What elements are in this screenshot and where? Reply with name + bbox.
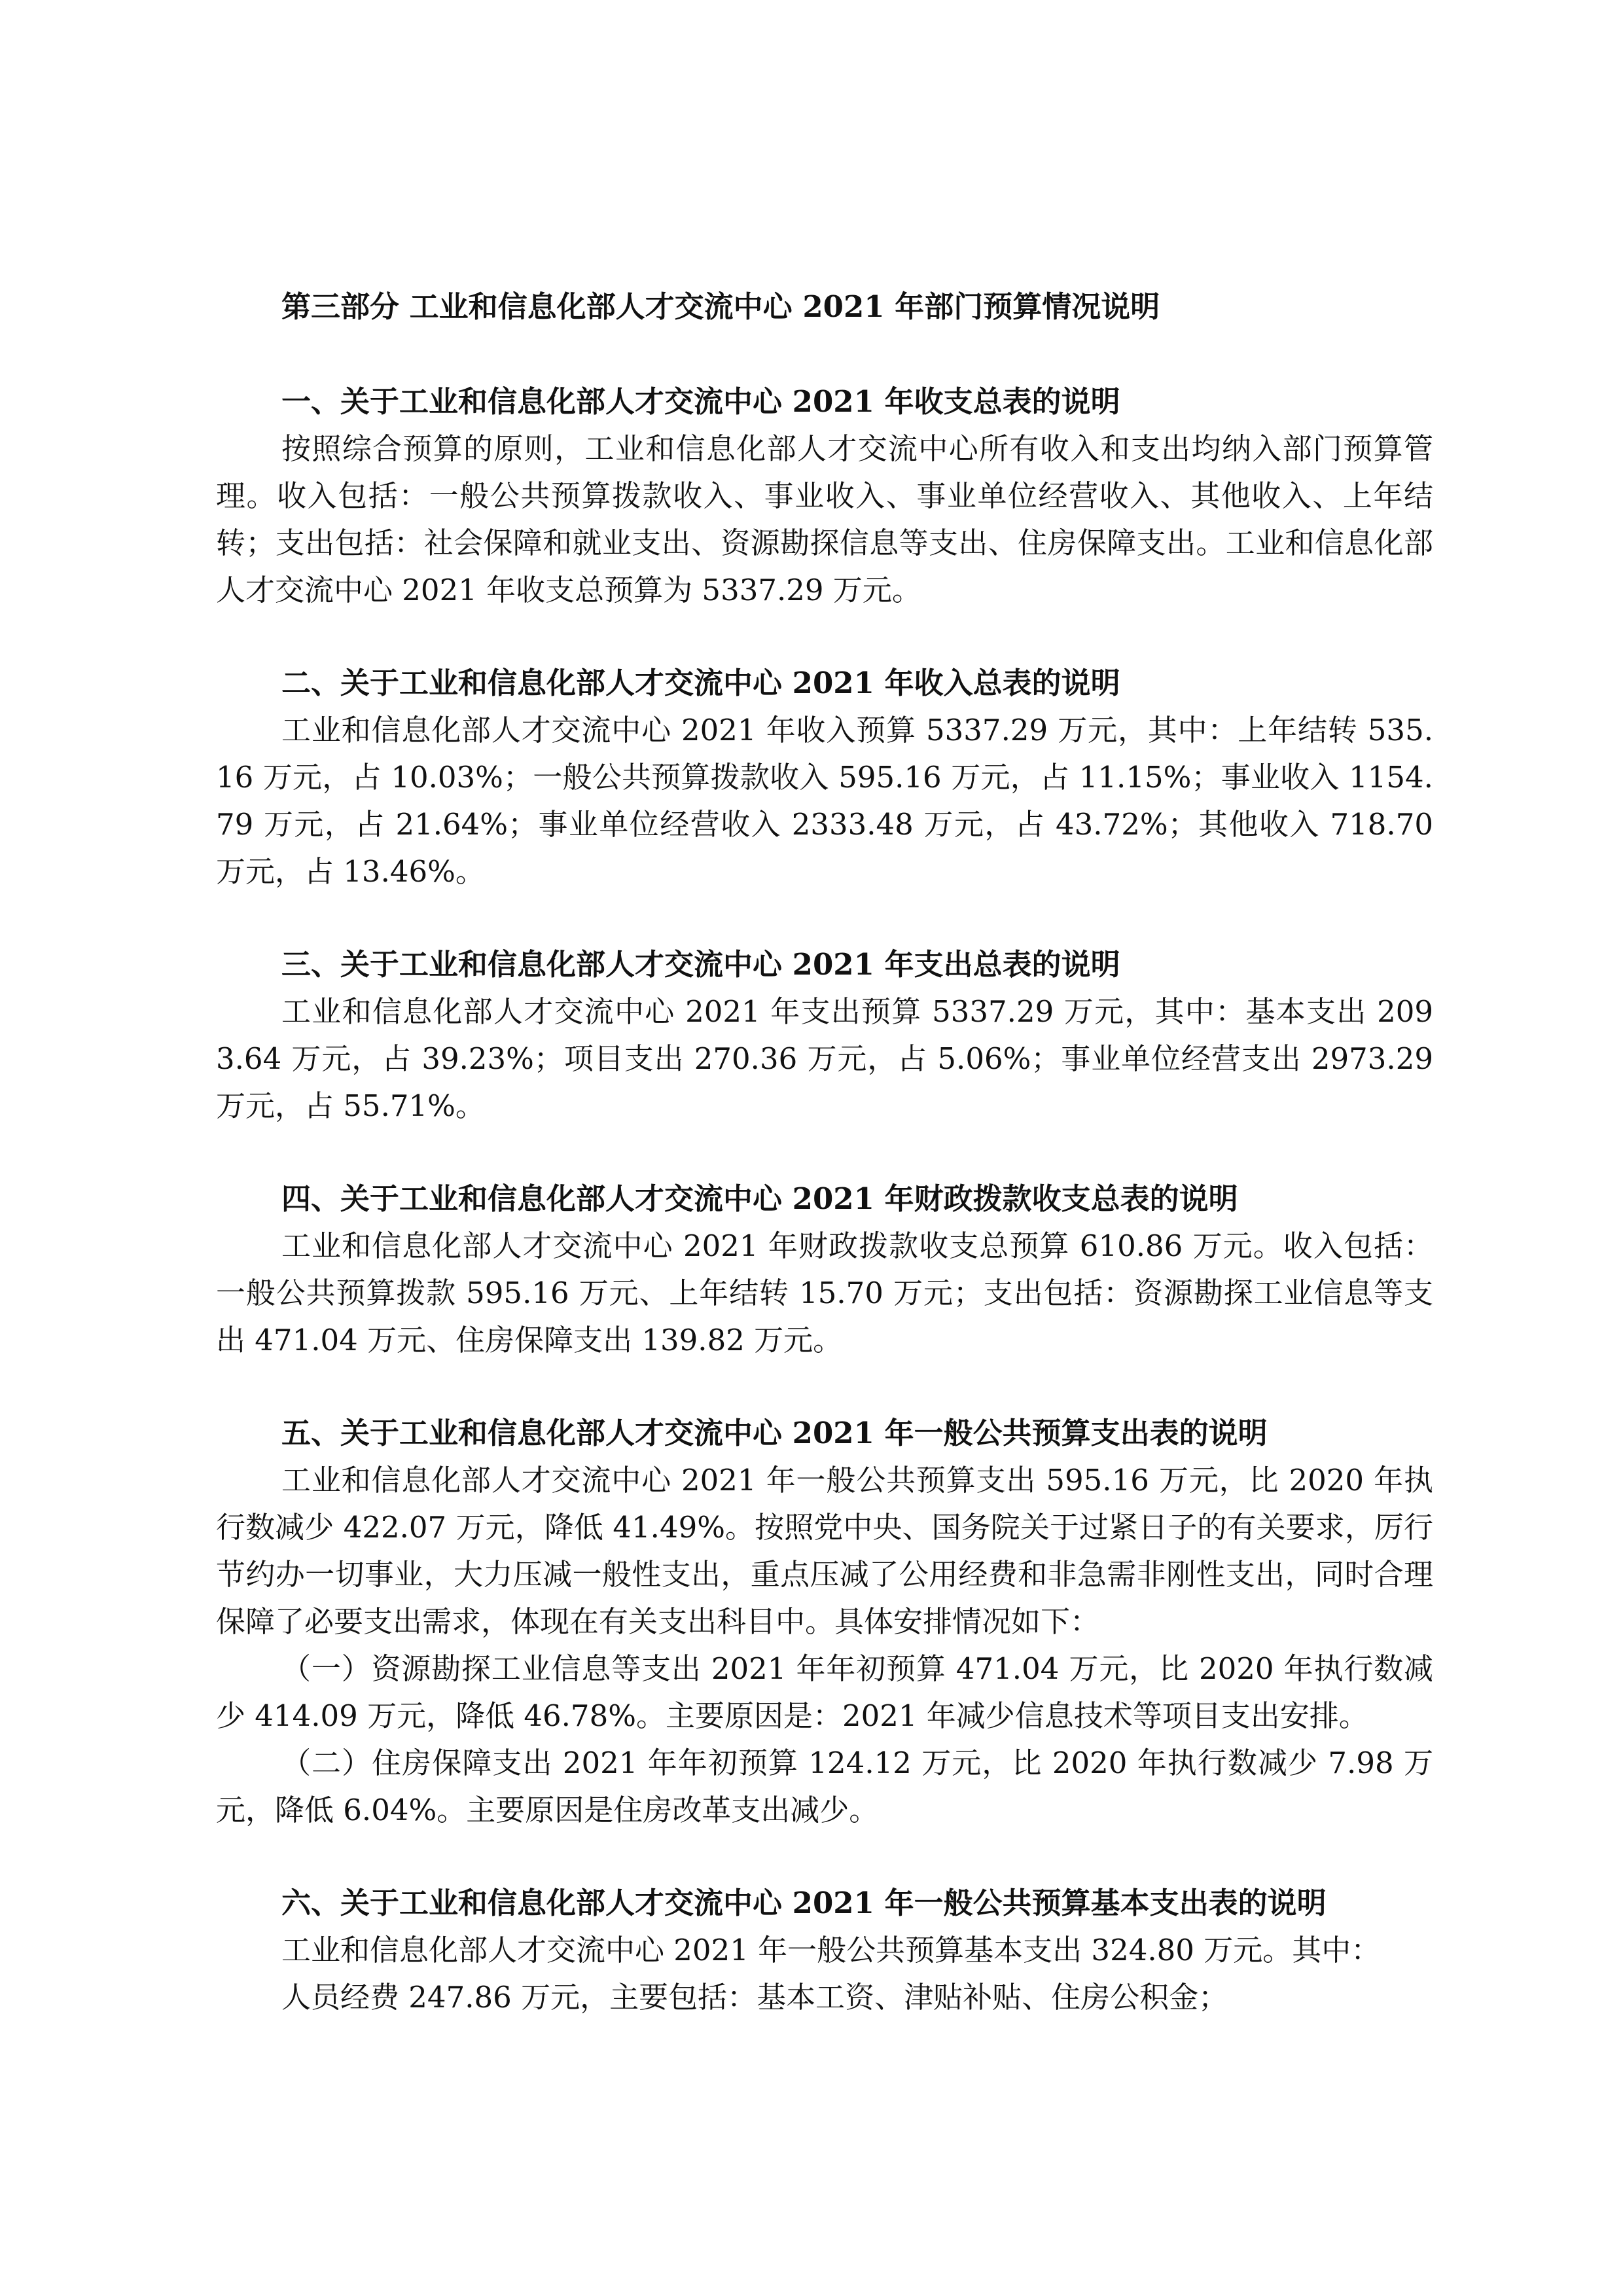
paragraph: （一）资源勘探工业信息等支出 2021 年年初预算 471.04 万元，比 2020 年执行数减少 414.09 万元，降低 46.78%。主要原因是：2021 年减少信息技术等项目支出安排。 [216,1651,1433,1733]
paragraph: 工业和信息化部人才交流中心 2021 年一般公共预算支出 595.16 万元，比 2020 年执行数减少 422.07 万元，降低 41.49%。按照党中央、国务院关于过紧日子的有关要求，厉行节约办一切事业，大力压减一般性支出，重点压减了公用经费和非急需非刚性支出，同时合理保障了必要支出需求，体现在有关支出科目中。具体安排情况如下： [216,1463,1433,1639]
section-heading: 三、关于工业和信息化部人才交流中心 2021 年支出总表的说明 [281,947,1120,982]
section-heading: 一、关于工业和信息化部人才交流中心 2021 年收支总表的说明 [281,384,1120,419]
section-heading: 四、关于工业和信息化部人才交流中心 2021 年财政拨款收支总表的说明 [281,1181,1238,1216]
section-heading: 五、关于工业和信息化部人才交流中心 2021 年一般公共预算支出表的说明 [281,1416,1268,1450]
section-4 [216,1175,1433,1364]
paragraph: （二）住房保障支出 2021 年年初预算 124.12 万元，比 2020 年执行数减少 7.98 万元，降低 6.04%。主要原因是住房改革支出减少。 [216,1746,1433,1827]
paragraph: 工业和信息化部人才交流中心 2021 年一般公共预算基本支出 324.80 万元。其中： [281,1933,1381,1967]
paragraph: 人员经费 247.86 万元，主要包括：基本工资、津贴补贴、住房公积金； [281,1980,1228,2015]
section-6 [216,1880,1433,2021]
section-1 [216,378,1433,614]
paragraph: 按照综合预算的原则，工业和信息化部人才交流中心所有收入和支出均纳入部门预算管理。收入包括：一般公共预算拨款收入、事业收入、事业单位经营收入、其他收入、上年结转；支出包括：社会保障和就业支出、资源勘探信息等支出、住房保障支出。工业和信息化部人才交流中心 2021 年收支总预算为 5337.29 万元。 [216,431,1433,607]
section-2 [216,660,1433,895]
section-heading: 六、关于工业和信息化部人才交流中心 2021 年一般公共预算基本支出表的说明 [281,1886,1327,1920]
part-title: 第三部分 工业和信息化部人才交流中心 2021 年部门预算情况说明 [281,289,1160,324]
section-3 [216,941,1433,1130]
paragraph: 工业和信息化部人才交流中心 2021 年收入预算 5337.29 万元，其中：上年结转 535.16 万元，占 10.03%；一般公共预算拨款收入 595.16 万元，占 11.15%；事业收入 1154.79 万元，占 21.64%；事业单位经营收入 2333.48 万元，占 43.72%；其他收入 718.70 万元，占 13.46%。 [216,713,1433,889]
section-5 [216,1410,1433,1834]
section-heading: 二、关于工业和信息化部人才交流中心 2021 年收入总表的说明 [281,666,1120,700]
paragraph: 工业和信息化部人才交流中心 2021 年支出预算 5337.29 万元，其中：基本支出 2093.64 万元，占 39.23%；项目支出 270.36 万元，占 5.06%；事业单位经营支出 2973.29 万元，占 55.71%。 [216,994,1433,1123]
paragraph: 工业和信息化部人才交流中心 2021 年财政拨款收支总预算 610.86 万元。收入包括：一般公共预算拨款 595.16 万元、上年结转 15.70 万元；支出包括：资源勘探工业信息等支出 471.04 万元、住房保障支出 139.82 万元。 [216,1229,1433,1357]
document-page [216,281,1433,2067]
